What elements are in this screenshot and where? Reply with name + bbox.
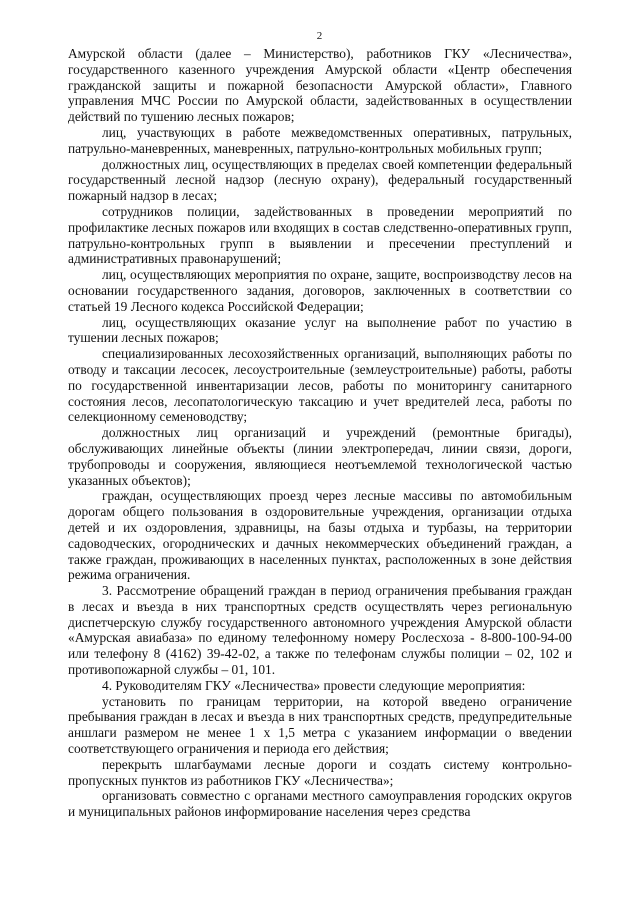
paragraph-informing: организовать совместно с органами местного самоуправления городских округов и муниципальных районов информирование населения через средства — [68, 788, 572, 820]
paragraph-forestry-organizations: специализированных лесохозяйственных организаций, выполняющих работы по отводу и таксации лесосек, лесоустроительные (землеустроительные) работы, работы по государственной инвентаризации лесов, работы по мониторингу санитарного состояния лесов, лесопатологическую таксацию и учет вредителей леса, работы по селекционному семеноводству; — [68, 346, 572, 425]
paragraph-section-4: 4. Руководителям ГКУ «Лесничества» провести следующие мероприятия: — [102, 677, 526, 693]
paragraph-firefighting-services: лиц, осуществляющих оказание услуг на выполнение работ по участию в тушении лесных пожаров; — [68, 314, 572, 346]
page-number: 2 — [316, 30, 323, 42]
paragraph-signage: установить по границам территории, на которой введено ограничение пребывания граждан в лесах и въезда в них транспортных средств, предупредительные аншлаги размером не менее 1 х 1,5 метра с указанием информации о введении соответствующего ограничения и периода его действия; — [68, 693, 572, 757]
document-body — [68, 46, 572, 820]
paragraph-police: сотрудников полиции, задействованных в проведении мероприятий по профилактике лесных пожаров или входящих в состав следственно-оперативных групп, патрульно-контрольных групп в выявлении и пресечении преступлений и административных правонарушений; — [68, 203, 572, 267]
paragraph-officials-supervision: должностных лиц, осуществляющих в пределах своей компетенции федеральный государственный лесной надзор (лесную охрану), федеральный государственный пожарный надзор в лесах; — [68, 156, 572, 204]
paragraph-barriers: перекрыть шлагбаумами лесные дороги и создать систему контрольно-пропускных пунктов из работников ГКУ «Лесничества»; — [68, 756, 572, 788]
paragraph-citizens-transit: граждан, осуществляющих проезд через лесные массивы по автомобильным дорогам общего пользования в оздоровительные учреждения, организации отдыха детей и их оздоровления, здравницы, на базы отдыха и турбазы, на территории садоводческих, огороднических и дачных некоммерческих объединений граждан, а также граждан, проживающих в населенных пунктах, расположенных в зоне действия режима ограничения. — [68, 488, 572, 583]
paragraph-forest-protection: лиц, осуществляющих мероприятия по охране, защите, воспроизводству лесов на основании государственного задания, договоров, заключенных в соответствии со статьей 19 Лесного кодекса Российской Федерации; — [68, 267, 572, 314]
paragraph-section-3: 3. Рассмотрение обращений граждан в период ограничения пребывания граждан в лесах и въезда в них транспортных средств осуществлять через региональную диспетчерскую службу государственного автономного учреждения Амурской области «Амурская авиабаза» по единому телефонному номеру Рослесхоза - 8-800-100-94-00 или телефону 8 (4162) 39-42-02, а также по телефонам службы полиции – 02, 102 и противопожарной службы – 01, 101. — [68, 583, 572, 678]
paragraph-linear-objects: должностных лиц организаций и учреждений (ремонтные бригады), обслуживающих линейные объекты (линии электропередач, линии связи, дороги, трубопроводы и сооружения, являющиеся неотъемлемой технологической частью указанных объектов); — [68, 425, 572, 488]
paragraph-continuation: Амурской области (далее – Министерство), работников ГКУ «Лесничества», государственного казенного учреждения Амурской области «Центр обеспечения гражданской защиты и пожарной безопасности Амурской области», Главного управления МЧС России по Амурской области, задействованных в осуществлении действий по тушению лесных пожаров; — [68, 46, 572, 125]
paragraph-patrol-groups: лиц, участвующих в работе межведомственных оперативных, патрульных, патрульно-маневренных, маневренных, патрульно-контрольных мобильных групп; — [68, 124, 572, 156]
